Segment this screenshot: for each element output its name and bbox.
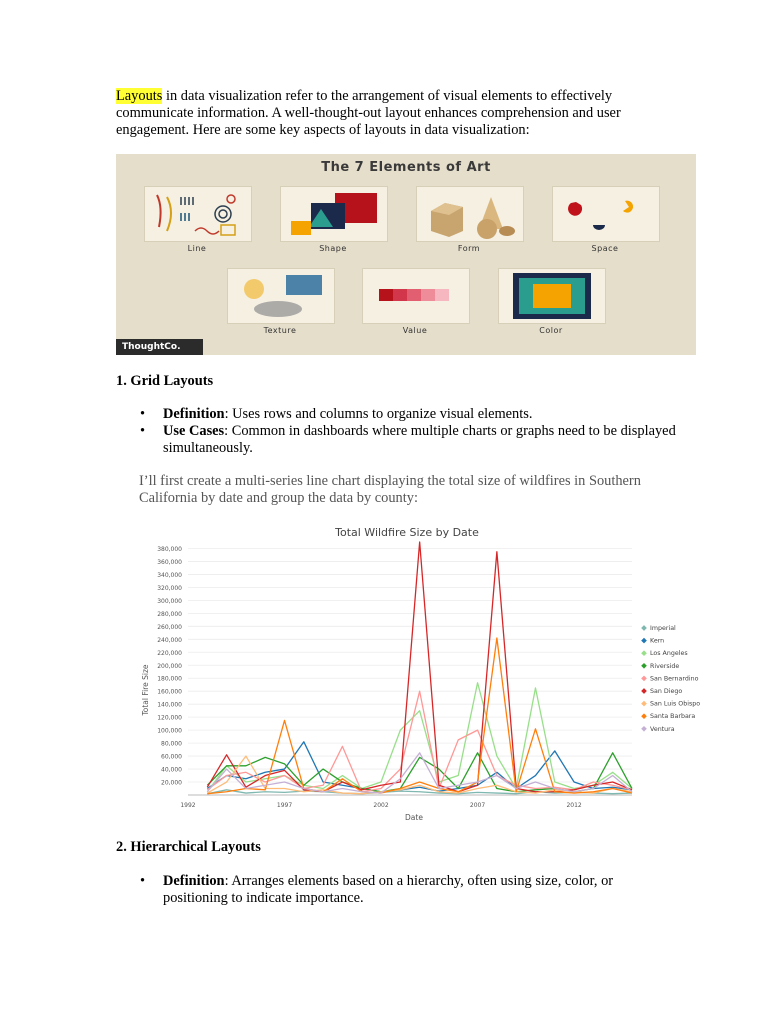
legend-marker — [641, 676, 647, 682]
section1-heading: 1. Grid Layouts — [116, 373, 214, 389]
y-axis-label: Total Fire Size — [141, 664, 150, 716]
tile-line — [144, 186, 252, 242]
bullet-text: : Arranges elements based on a hierarchy, often using size, color, or positioning to indicate importance. — [163, 873, 614, 906]
section2-bullets — [116, 873, 676, 907]
legend-marker — [641, 625, 647, 631]
list-item — [116, 873, 676, 907]
bullet-term: Definition — [163, 406, 225, 422]
legend-entry: Santa Barbara — [650, 713, 696, 721]
tile-label-line: Line — [187, 244, 207, 253]
legend-entry: Kern — [650, 637, 665, 645]
tile-label-texture: Texture — [263, 326, 297, 335]
legend-entry: Imperial — [650, 625, 676, 632]
y-tick-label: 40,000 — [161, 766, 182, 774]
tile-label-form: Form — [457, 244, 481, 253]
legend-entry: Ventura — [650, 725, 675, 733]
legend-marker — [641, 701, 647, 707]
intro-paragraph — [116, 88, 676, 139]
y-tick-label: 80,000 — [161, 740, 182, 748]
x-tick-label: 2002 — [373, 802, 389, 809]
y-tick-label: 220,000 — [157, 649, 182, 657]
legend-entry: San Bernardino — [650, 675, 699, 683]
legend-marker — [641, 650, 647, 656]
y-tick-label: 280,000 — [157, 610, 182, 618]
figure-title: The 7 Elements of Art — [321, 160, 491, 175]
legend-entry: Los Angeles — [650, 650, 688, 658]
y-tick-label: 340,000 — [157, 571, 182, 579]
line-icon — [145, 187, 251, 241]
legend-entry: San Luis Obispo — [650, 700, 701, 708]
form-icon — [417, 187, 523, 241]
tile-color — [498, 268, 606, 324]
x-tick-label: 1992 — [180, 802, 196, 809]
y-tick-label: 160,000 — [157, 688, 182, 696]
y-tick-label: 240,000 — [157, 636, 182, 644]
space-icon — [553, 187, 659, 241]
bullet-term: Use Cases — [163, 423, 225, 439]
tile-space — [552, 186, 660, 242]
tile-form — [416, 186, 524, 242]
chart-title: Total Wildfire Size by Date — [335, 526, 479, 539]
y-tick-label: 320,000 — [157, 584, 182, 592]
y-tick-label: 60,000 — [161, 753, 182, 761]
value-icon — [363, 269, 469, 323]
y-tick-label: 360,000 — [157, 558, 182, 566]
y-tick-label: 200,000 — [157, 662, 182, 670]
y-tick-label: 300,000 — [157, 597, 182, 605]
thoughtco-logo: ThoughtCo. — [116, 339, 203, 355]
x-tick-label: 2007 — [469, 802, 486, 809]
x-axis-label: Date — [405, 813, 423, 822]
y-tick-label: 260,000 — [157, 623, 182, 631]
bullet-text: : Common in dashboards where multiple charts or graphs need to be displayed simultaneously. — [163, 423, 676, 456]
tile-label-shape: Shape — [319, 244, 347, 253]
legend-entry: Riverside — [650, 662, 680, 670]
y-tick-label: 120,000 — [157, 714, 182, 722]
series-line — [207, 691, 632, 792]
shape-icon — [281, 187, 387, 241]
tile-texture — [227, 268, 335, 324]
tile-label-color: Color — [539, 326, 563, 335]
series-line — [207, 638, 632, 794]
elements-of-art-image — [116, 154, 696, 355]
x-tick-label: 2012 — [566, 802, 582, 809]
tile-label-value: Value — [402, 326, 428, 335]
series-line — [207, 542, 632, 792]
texture-icon — [228, 269, 334, 323]
legend-marker — [641, 638, 647, 644]
list-item — [116, 423, 676, 457]
series-line — [207, 756, 632, 794]
tile-label-space: Space — [591, 244, 619, 253]
section2-heading: 2. Hierarchical Layouts — [116, 839, 261, 855]
wildfire-line-chart — [138, 520, 708, 825]
chart-intro-note: I’ll first create a multi-series line chart displaying the total size of wildfires in Southern California by date and group the data by county: — [139, 473, 641, 506]
legend-entry: San Diego — [650, 688, 683, 695]
bullet-term: Definition — [163, 873, 225, 889]
y-tick-label: 380,000 — [157, 545, 182, 553]
highlighted-term: Layouts — [116, 88, 163, 104]
y-tick-label: 180,000 — [157, 675, 182, 683]
legend-marker — [641, 663, 647, 669]
legend-marker — [641, 726, 647, 732]
tile-shape — [280, 186, 388, 242]
x-tick-label: 1997 — [276, 802, 293, 809]
legend-marker — [641, 713, 647, 719]
tile-value — [362, 268, 470, 324]
color-icon — [499, 269, 605, 323]
bullet-text: : Uses rows and columns to organize visual elements. — [224, 406, 533, 422]
list-item — [116, 406, 676, 423]
series-line — [207, 683, 632, 792]
legend-marker — [641, 688, 647, 694]
y-tick-label: 140,000 — [157, 701, 182, 709]
chart-svg — [138, 520, 708, 825]
section1-bullets — [116, 406, 676, 457]
intro-text: in data visualization refer to the arrangement of visual elements to effectively communicate information. A well-thought-out layout enhances comprehension and user engagement. Here are some key aspects of layouts in data visualization: — [116, 88, 621, 138]
y-tick-label: 100,000 — [157, 727, 182, 735]
y-tick-label: 20,000 — [161, 779, 182, 787]
